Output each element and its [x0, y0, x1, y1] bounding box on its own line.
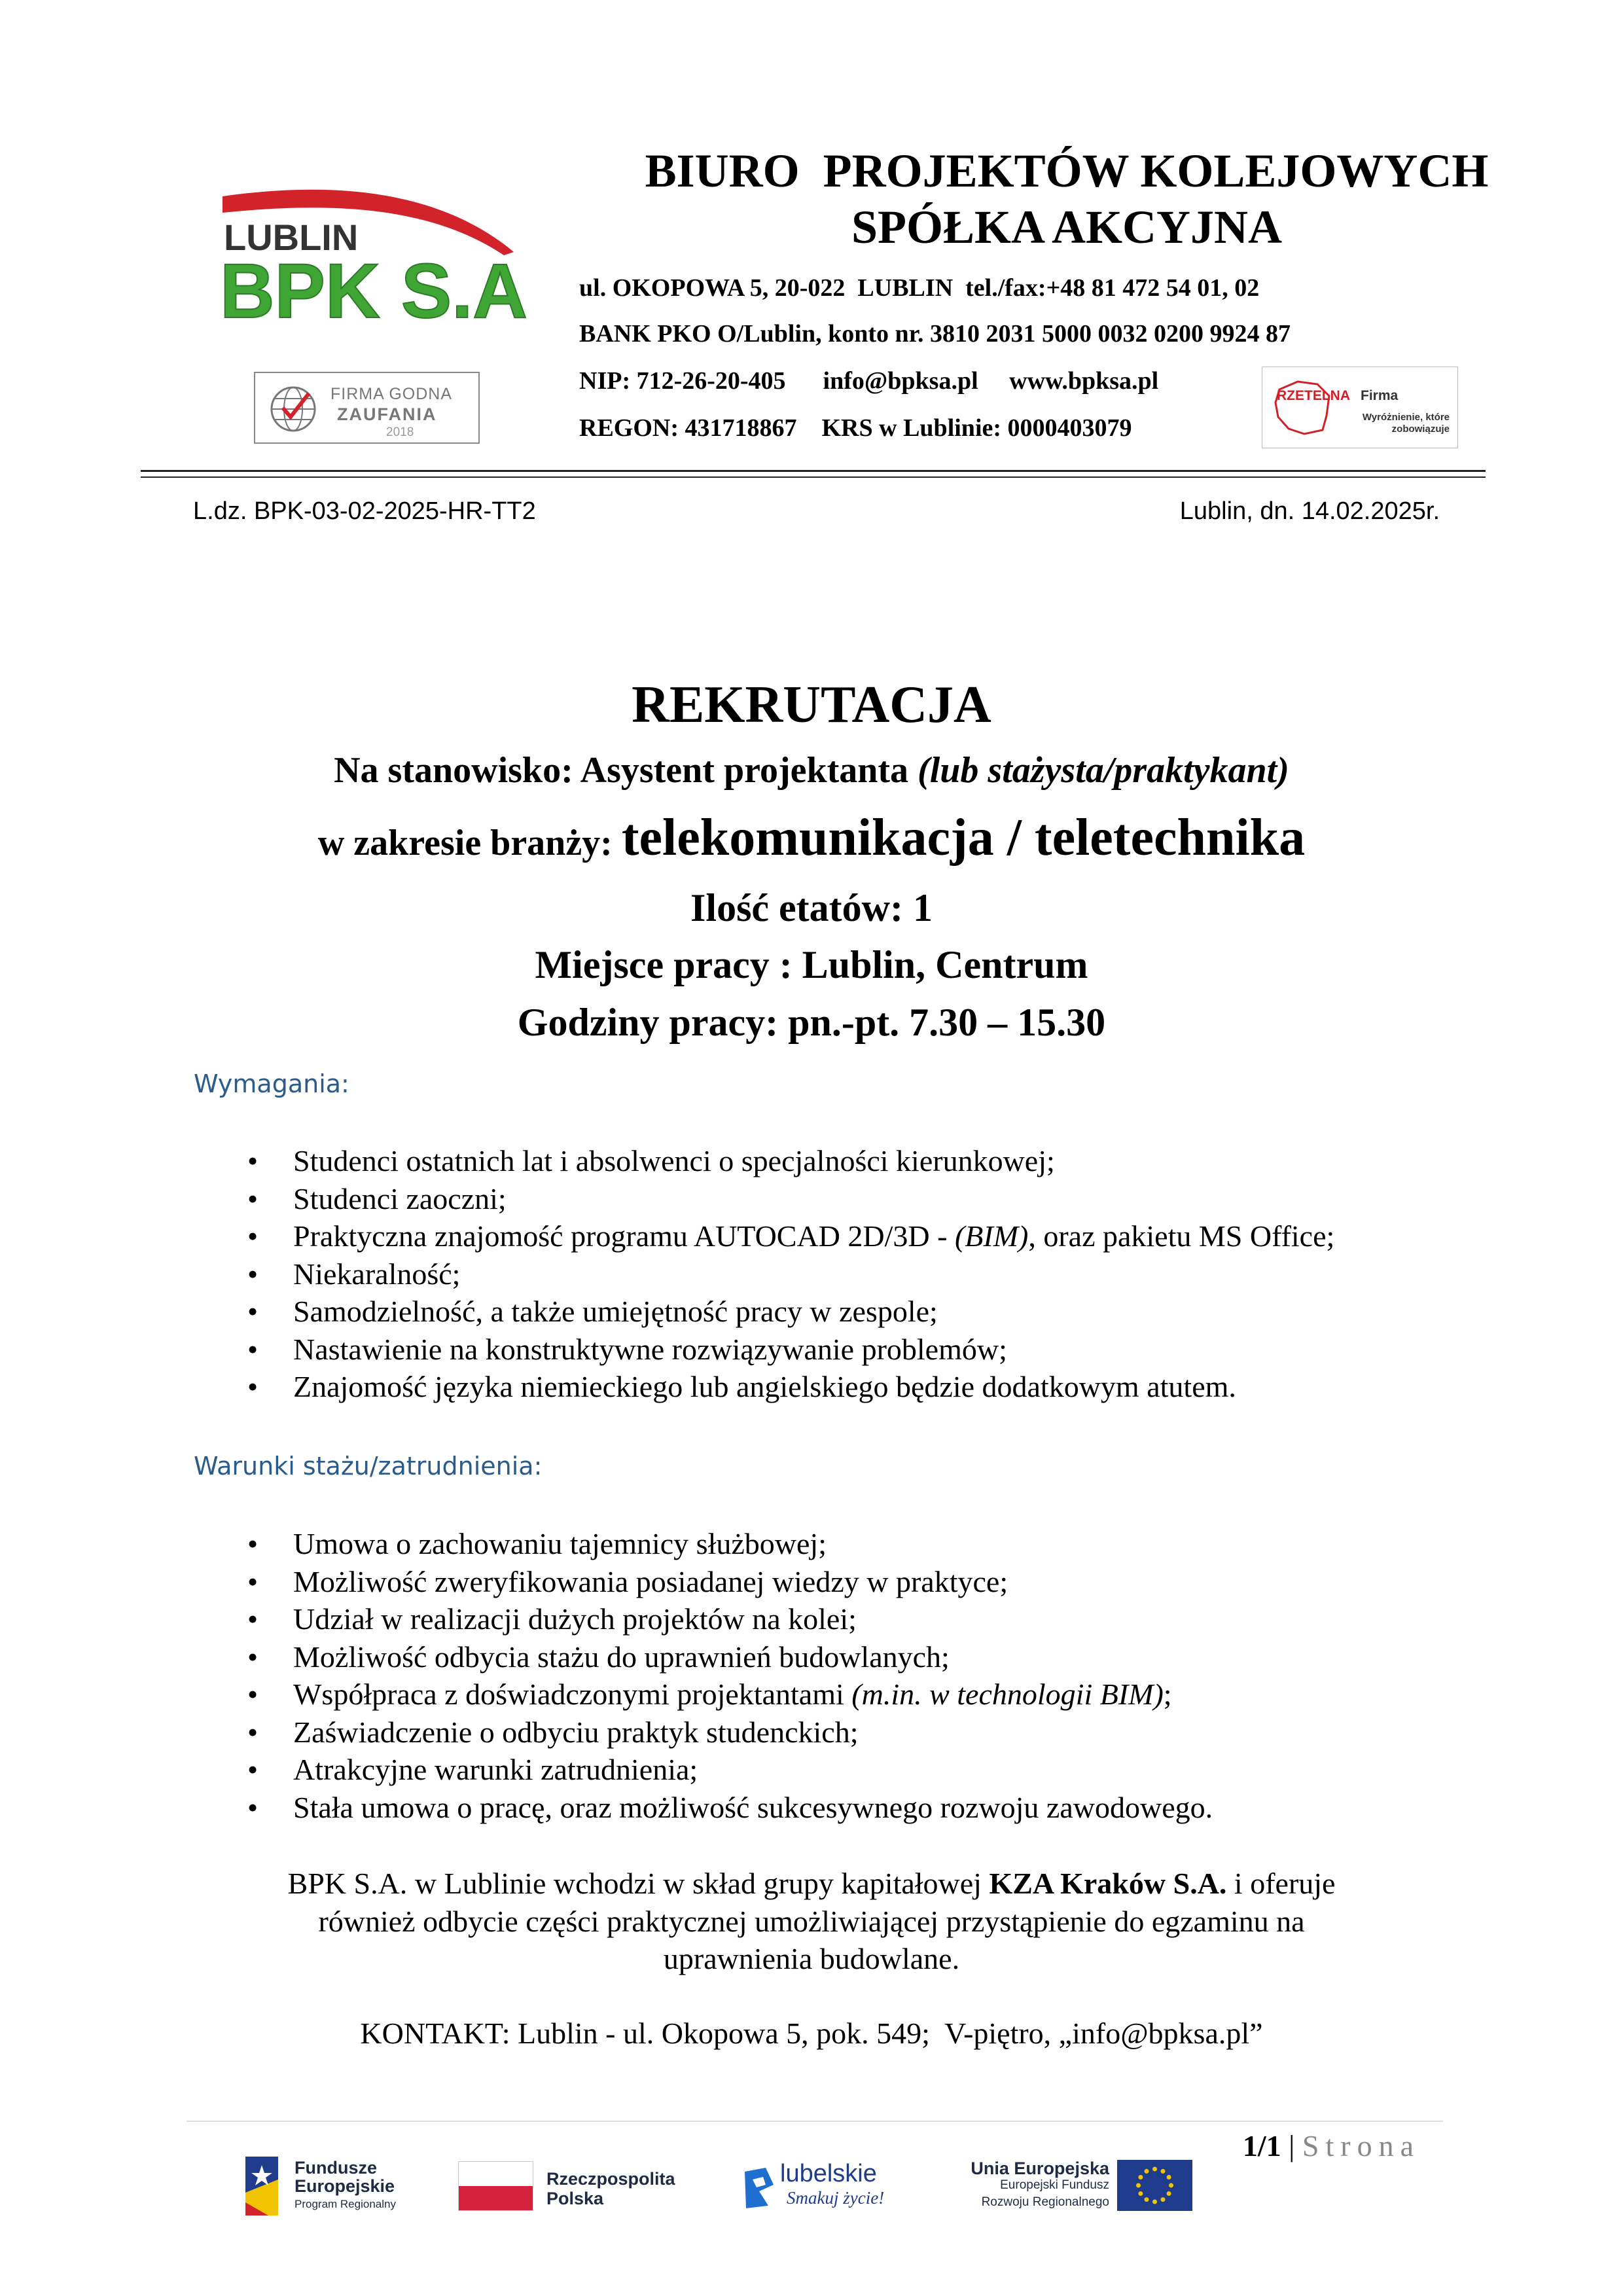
logo-city-text: LUBLIN: [224, 217, 359, 258]
bpk-logo-graphic: [216, 177, 530, 340]
group-line2: również odbycie części praktycznej umożliwiającej przystąpienie do egzaminu na: [318, 1904, 1305, 1938]
page-word: Strona: [1302, 2129, 1420, 2162]
condition-rest: ;: [1163, 1677, 1172, 1711]
lubelskie-mark-icon: [740, 2165, 779, 2211]
rzetelna-firma-label: Firma: [1361, 388, 1399, 403]
company-name-line2: SPÓŁKA AKCYJNA: [851, 201, 1283, 253]
requirements-label: Wymagania:: [194, 1069, 349, 1098]
condition-text: Udział w realizacji dużych projektów na kolei;: [293, 1602, 857, 1636]
rp-line1: Rzeczpospolita: [546, 2169, 675, 2189]
page-separator: |: [1281, 2129, 1302, 2162]
firma-godna-zaufania-badge: [254, 372, 480, 444]
group-line1-post: i oferuje: [1226, 1867, 1336, 1900]
group-line1-pre: BPK S.A. w Lublinie wchodzi w skład grupy kapitałowej: [287, 1867, 990, 1900]
group-line3: uprawnienia budowlane.: [663, 1942, 960, 1975]
condition-italic: (m.in. w technologii BIM): [851, 1677, 1164, 1711]
requirement-italic: (BIM): [954, 1219, 1029, 1253]
bullet: •: [247, 1564, 259, 1598]
requirement-text: Samodzielność, a także umiejętność pracy w zespole;: [293, 1295, 938, 1328]
ue-line2: Europejski Fundusz: [1000, 2178, 1109, 2192]
company-name: [576, 143, 1558, 255]
list-item: [236, 1217, 1334, 1255]
bullet: •: [247, 1257, 259, 1291]
badge-firma-line2: ZAUFANIA: [337, 404, 437, 424]
list-item: [236, 1563, 1213, 1601]
fundusze-star-icon: [242, 2153, 281, 2219]
unia-europejska-logo: [962, 2147, 1211, 2219]
condition-text: Zaświadczenie o odbyciu praktyk studenckich;: [293, 1715, 859, 1749]
list-item: [236, 1638, 1213, 1676]
lubelskie-logo: [740, 2147, 910, 2219]
bullet: •: [247, 1640, 259, 1674]
requirements-list: [236, 1142, 1334, 1406]
conditions-label: Warunki stażu/zatrudnienia:: [194, 1452, 543, 1480]
list-item: [236, 1676, 1213, 1713]
requirement-text: Praktyczna znajomość programu AUTOCAD 2D/3D -: [293, 1219, 955, 1253]
requirement-text: Nastawienie na konstruktywne rozwiązywanie problemów;: [293, 1332, 1007, 1366]
fundusze-line2: Europejskie: [294, 2176, 395, 2196]
document-title: REKRUTACJA: [632, 676, 991, 734]
bullet: •: [247, 1715, 259, 1749]
position-prefix: Na stanowisko: Asystent projektanta: [334, 750, 918, 791]
condition-text: Możliwość zweryfikowania posiadanej wiedzy w praktyce;: [293, 1564, 1008, 1598]
polish-flag-icon: [458, 2161, 533, 2211]
working-hours-heading: Godziny pracy: pn.-pt. 7.30 – 15.30: [517, 1001, 1106, 1044]
header-divider: [141, 470, 1486, 472]
list-item: [236, 1180, 1334, 1218]
group-line1: [0, 1865, 1623, 1903]
badge-firma-line1: FIRMA GODNA: [330, 385, 453, 403]
rzeczpospolita-polska-logo: [458, 2147, 674, 2219]
contact-line: KONTAKT: Lublin - ul. Okopowa 5, pok. 549; V-piętro, „info@bpksa.pl”: [360, 2017, 1263, 2050]
company-nip: NIP: 712-26-20-405 info@bpksa.pl www.bpksa.pl: [579, 367, 1159, 395]
page-number-value: 1/1: [1242, 2129, 1281, 2162]
reference-number: L.dz. BPK-03-02-2025-HR-TT2: [193, 497, 536, 525]
rzetelna-label: RZETELNA: [1277, 388, 1350, 403]
bullet: •: [247, 1527, 259, 1560]
fundusze-line3: Program Regionalny: [294, 2198, 396, 2210]
group-paragraph: [0, 1865, 1623, 1978]
globe-check-icon: [268, 384, 318, 434]
rp-line2: Polska: [546, 2189, 604, 2208]
page-number: [1243, 2128, 1420, 2163]
fundusze-line1: Fundusze: [294, 2158, 377, 2178]
bullet: •: [247, 1790, 259, 1824]
conditions-list: [236, 1525, 1213, 1826]
condition-text: Współpraca z doświadczonymi projektantami: [293, 1677, 852, 1711]
company-logo: [216, 177, 530, 340]
bullet: •: [247, 1753, 259, 1786]
rzetelna-tagline: Wyróżnienie, które zobowiązuje: [1362, 412, 1450, 435]
list-item: [236, 1142, 1334, 1180]
group-company: KZA Kraków S.A.: [989, 1867, 1227, 1900]
list-item: [236, 1789, 1213, 1827]
condition-text: Umowa o zachowaniu tajemnicy służbowej;: [293, 1527, 827, 1560]
branch-prefix: w zakresie branży:: [317, 823, 622, 863]
list-item: [236, 1255, 1334, 1293]
logo-brand-text: BPK S.A: [220, 248, 527, 334]
condition-text: Możliwość odbycia stażu do uprawnień budowlanych;: [293, 1640, 950, 1674]
list-item: [236, 1600, 1213, 1638]
position-alt: (lub stażysta/praktykant): [918, 750, 1289, 791]
list-item: [236, 1331, 1334, 1369]
ue-line1: Unia Europejska: [971, 2159, 1109, 2178]
requirement-text: Niekaralność;: [293, 1257, 461, 1291]
bullet: •: [247, 1181, 259, 1215]
requirement-rest: , oraz pakietu MS Office;: [1028, 1219, 1335, 1253]
workplace-heading: Miejsce pracy : Lublin, Centrum: [535, 943, 1088, 986]
badge-firma-year: 2018: [386, 425, 414, 439]
bullet: •: [247, 1332, 259, 1366]
list-item: [236, 1713, 1213, 1751]
company-address: ul. OKOPOWA 5, 20-022 LUBLIN tel./fax:+48 81 472 54 01, 02: [579, 274, 1260, 302]
requirement-text: Znajomość języka niemieckiego lub angielskiego będzie dodatkowym atutem.: [293, 1370, 1236, 1403]
header-divider-2: [141, 476, 1486, 478]
bullet: •: [247, 1295, 259, 1328]
etaty-heading: Ilość etatów: 1: [690, 886, 933, 929]
bullet: •: [247, 1370, 259, 1403]
bullet: •: [247, 1602, 259, 1636]
rzetelna-firma-badge: [1262, 367, 1458, 448]
company-regon: REGON: 431718867 KRS w Lublinie: 0000403079: [579, 414, 1132, 442]
lubelskie-line2: Smakuj życie!: [787, 2188, 885, 2208]
position-heading: [0, 749, 1623, 791]
bullet: •: [247, 1144, 259, 1177]
condition-text: Stała umowa o pracę, oraz możliwość sukcesywnego rozwoju zawodowego.: [293, 1790, 1213, 1824]
list-item: [236, 1525, 1213, 1563]
branch-name: telekomunikacja / teletechnika: [621, 809, 1306, 867]
fundusze-europejskie-logo: [242, 2147, 412, 2219]
lubelskie-line1: lubelskie: [780, 2160, 877, 2187]
requirement-text: Studenci ostatnich lat i absolwenci o specjalności kierunkowej;: [293, 1144, 1055, 1177]
company-bank: BANK PKO O/Lublin, konto nr. 3810 2031 5000 0032 0200 9924 87: [579, 320, 1291, 348]
branch-heading: [0, 808, 1623, 868]
bullet: •: [247, 1677, 259, 1711]
bullet: •: [247, 1219, 259, 1253]
list-item: [236, 1293, 1334, 1331]
condition-text: Atrakcyjne warunki zatrudnienia;: [293, 1753, 698, 1786]
company-name-line1: BIURO PROJEKTÓW KOLEJOWYCH: [645, 145, 1489, 197]
poland-map-icon: [1272, 376, 1334, 439]
document-date: Lublin, dn. 14.02.2025r.: [1179, 497, 1440, 525]
requirement-text: Studenci zaoczni;: [293, 1181, 507, 1215]
footer-divider: [187, 2121, 1443, 2122]
list-item: [236, 1751, 1213, 1789]
ue-line3: Rozwoju Regionalnego: [981, 2195, 1109, 2209]
eu-flag-icon: [1117, 2160, 1192, 2211]
list-item: [236, 1368, 1334, 1406]
